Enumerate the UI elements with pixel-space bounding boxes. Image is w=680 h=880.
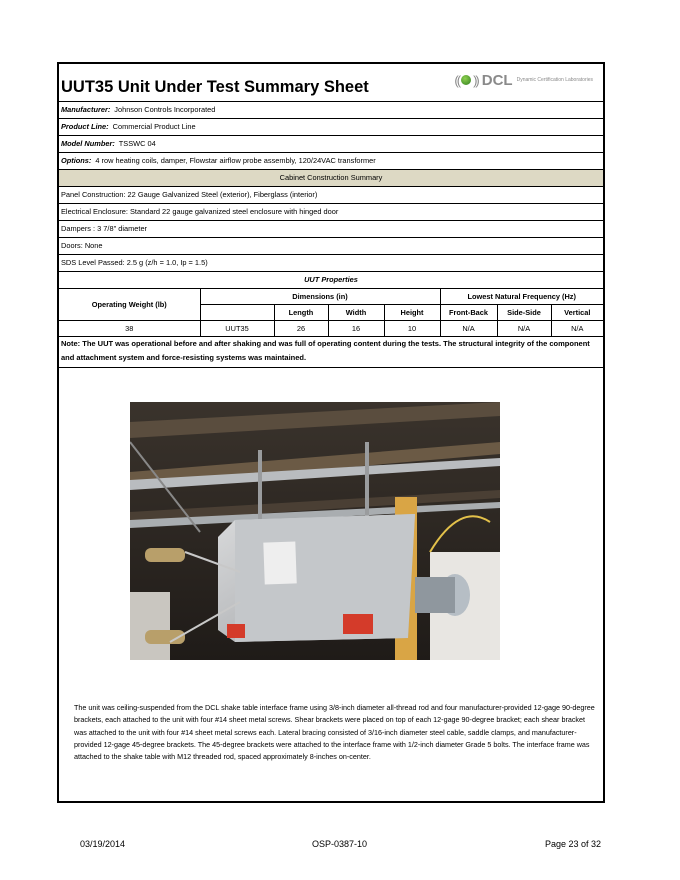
logo-left-paren: (( [454,72,460,88]
front-back-value: N/A [440,321,497,337]
side-side-value: N/A [497,321,551,337]
manufacturer-label: Manufacturer: [61,105,111,114]
width-header: Width [328,305,384,321]
height-header: Height [384,305,440,321]
cabinet-summary-heading: Cabinet Construction Summary [59,170,603,187]
electrical-enclosure-row: Electrical Enclosure: Standard 22 gauge galvanized steel enclosure with hinged door [59,204,603,221]
blank-header-cell [200,305,274,321]
vertical-header: Vertical [551,305,603,321]
product-line-row [59,119,603,136]
doors-row: Doors: None [59,238,603,255]
weight-value: 38 [59,321,200,337]
length-value: 26 [274,321,328,337]
unit-value: UUT35 [200,321,274,337]
sheet-title: UUT35 Unit Under Test Summary Sheet [61,78,369,96]
panel-construction-row: Panel Construction: 22 Gauge Galvanized Steel (exterior), Fiberglass (interior) [59,187,603,204]
options-value: 4 row heating coils, damper, Flowstar airflow probe assembly, 120/24VAC transformer [95,156,376,165]
footer-doc-id: OSP-0387-10 [312,839,368,849]
dampers-row: Dampers : 3 7/8" diameter [59,221,603,238]
dcl-logo [454,70,593,90]
side-side-header: Side-Side [497,305,551,321]
uut-photo [130,402,500,660]
test-note: Note: The UUT was operational before and after shaking and was full of operating content during the tests. The structural integrity of the component and attachment system and force-resisting systems was maintained. [59,337,603,368]
logo-brand: DCL [481,71,513,89]
front-back-header: Front-Back [440,305,497,321]
options-label: Options: [61,156,92,165]
summary-sheet [57,62,605,803]
manufacturer-value: Johnson Controls Incorporated [114,105,216,114]
dimensions-header: Dimensions (in) [200,289,440,305]
model-number-value: TSSWC 04 [118,139,156,148]
product-line-label: Product Line: [61,122,109,131]
operating-weight-header: Operating Weight (lb) [59,289,200,321]
frequency-header: Lowest Natural Frequency (Hz) [440,289,603,305]
logo-globe-icon [461,75,471,85]
options-row [59,153,603,170]
uut-properties-table [59,289,603,337]
logo-right-paren: )) [473,72,478,88]
mounting-description: The unit was ceiling-suspended from the DCL shake table interface frame using 3/8-inch diameter all-thread rod and four manufacturer-provided 12-gage 90-degree brackets, each attached to the unit with four #14 sheet metal screws. Shear brackets were placed on top of each 12-gage 90-degree bracket; each shear bracket was attached to the unit with four #14 sheet metal screws each. Lateral bracing consisted of 3/16-inch diameter steel cable, saddle clamps, and manufacturer-provided 12-gage 45-degree brackets. The 45-degree brackets were attached to the interface frame with 1/2-inch diameter Grade 5 bolts. The interface frame was attached to the shake table with M12 threaded rod, spaced approximately 8-inches on-center. [74,703,595,762]
vertical-value: N/A [551,321,603,337]
product-line-value: Commercial Product Line [112,122,196,131]
width-value: 16 [328,321,384,337]
model-number-row [59,136,603,153]
footer-page: Page 23 of 32 [545,839,602,849]
sds-level-row: SDS Level Passed: 2.5 g (z/h = 1.0, Ip = 1.5) [59,255,603,272]
uut-properties-heading: UUT Properties [59,272,603,289]
height-value: 10 [384,321,440,337]
length-header: Length [274,305,328,321]
logo-tagline: Dynamic Certification Laboratories [516,77,593,83]
manufacturer-row [59,102,603,119]
sheet-header [59,64,603,102]
footer-date: 03/19/2014 [80,839,126,849]
model-number-label: Model Number: [61,139,115,148]
